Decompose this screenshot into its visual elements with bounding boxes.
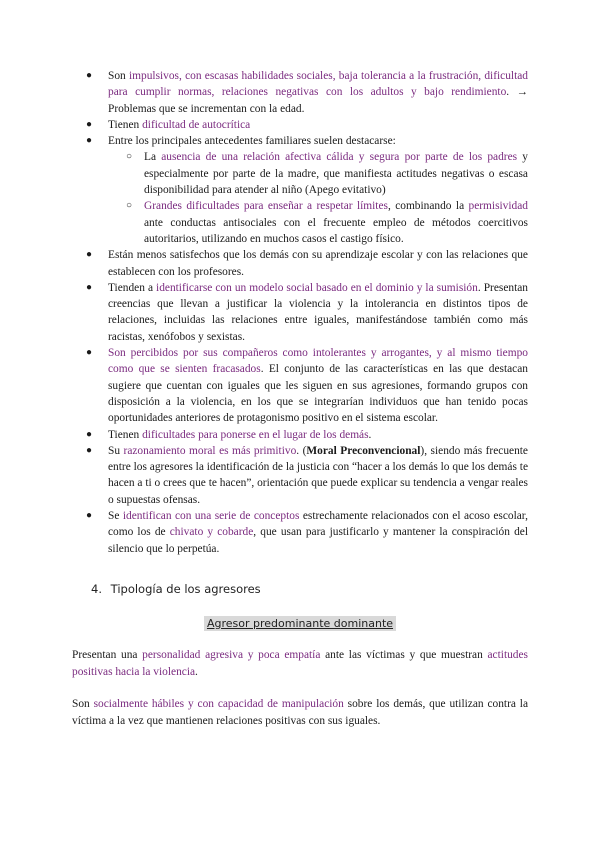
bullet-item <box>78 117 528 133</box>
section-heading <box>91 582 261 596</box>
bullet-icon: ● <box>86 444 93 456</box>
bullet-list <box>78 68 528 557</box>
circle-bullet-icon: ○ <box>126 151 133 163</box>
bullet-item <box>78 247 528 280</box>
bold-text: Moral Preconvencional <box>306 444 421 457</box>
circle-bullet-icon: ○ <box>126 200 133 212</box>
bullet-item <box>78 280 528 345</box>
text-run: Su <box>108 444 124 457</box>
section-number: 4. <box>91 582 102 596</box>
bullet-item <box>78 133 528 247</box>
bullet-icon: ● <box>86 510 93 522</box>
highlighted-text: permisividad <box>468 200 528 213</box>
text-run: ), siendo más frecuente entre los agresores la identificación de la justicia con “hacer a los demás lo que los demás te hacen a ti o crees que te hacen”, orientación que puede explicar su tendencia a vengar reales o supuestas ofensas. <box>108 444 528 506</box>
text-run: Tienen <box>108 428 143 441</box>
sub-item <box>108 149 528 198</box>
text-run: Se <box>108 510 123 523</box>
bullet-item <box>78 345 528 426</box>
paragraph-2 <box>72 696 528 729</box>
text-run: estrechamente relacionados con el acoso escolar, como los de <box>108 510 528 539</box>
subtitle-text: Agresor predominante dominante <box>204 616 396 631</box>
bullet-item <box>78 508 528 557</box>
text-run: . ( <box>296 444 307 457</box>
highlighted-text: dificultades para ponerse en el lugar de los demás <box>142 428 369 441</box>
text-run: ante las víctimas y que muestran <box>320 649 488 661</box>
bullet-item <box>78 427 528 443</box>
text-run: . <box>195 665 198 678</box>
text-run: Están menos satisfechos que los demás con su aprendizaje escolar y con las relaciones que establecen con los profesores. <box>108 249 528 278</box>
text-run: ante conductas antisociales con el frecuente empleo de métodos coercitivos autoritarios, utilizando en muchos casos el castigo físico. <box>144 216 528 245</box>
text-run: , que usan para justificarlo y mantener la conspiración del silencio que lo perpetúa. <box>108 526 528 555</box>
highlighted-text: identifican con una serie de conceptos <box>122 510 300 523</box>
text-run: , combinando la <box>387 200 469 213</box>
highlighted-text: socialmente hábiles y con capacidad de manipulación <box>93 698 344 710</box>
text-run: . <box>368 428 372 441</box>
text-run: La <box>144 151 162 164</box>
subtitle <box>0 614 600 632</box>
text-run: Son <box>72 698 94 710</box>
paragraph-1 <box>72 647 528 680</box>
bullet-item <box>78 443 528 508</box>
text-run: . El conjunto de las características en las que destacan sugiere que cuentan con iguales que les siguen en sus agresiones, formando grupos con disposición a la violencia, en los que se integrarían individuos que han tenido pocas oportunidades anteriores de protagonismo positivo en el sistema escolar. <box>108 363 528 425</box>
text-run: Tienen <box>108 118 143 131</box>
bullet-icon: ● <box>86 347 93 359</box>
text-run: . Presentan creencias que llevan a justificar la violencia y la intolerancia en distintos tipos de relaciones, incluidas las relaciones entre iguales, manifestándose también como más racistas, xenófobos y sexistas. <box>108 281 528 343</box>
sub-item <box>108 198 528 247</box>
bullet-item <box>78 68 528 117</box>
section-title: Tipología de los agresores <box>110 582 261 596</box>
bullet-icon: ● <box>86 118 93 130</box>
bullet-icon: ● <box>86 70 93 81</box>
sub-list <box>108 149 528 247</box>
text-run: Presentan una <box>72 649 143 661</box>
highlighted-text: actitudes positivas hacia la violencia <box>72 649 528 678</box>
highlighted-text: personalidad agresiva y poca empatía <box>142 649 321 661</box>
text-run: Entre los principales antecedentes familiares suelen destacarse: <box>108 135 396 148</box>
text-run: y especialmente por parte de la madre, que manifiesta actitudes negativas o escasa disponibilidad para atender al niño (Apego evitativo) <box>144 151 528 197</box>
highlighted-text: razonamiento moral es más primitivo <box>123 444 297 457</box>
text-run: sobre los demás, que utilizan contra la víctima a la vez que mantienen relaciones positivas con sus iguales. <box>72 698 529 727</box>
highlighted-text: Grandes dificultades para enseñar a respetar límites <box>144 200 388 213</box>
bullet-icon: ● <box>86 428 93 440</box>
highlighted-text: chivato y cobarde <box>169 526 254 539</box>
highlighted-text: ausencia de una relación afectiva cálida y segura por parte de los padres <box>161 151 518 164</box>
text-run: . → Problemas que se incrementan con la edad. <box>108 86 528 115</box>
highlighted-text: impulsivos, con escasas habilidades sociales, baja tolerancia a la frustración, dificultad para cumplir normas, relaciones negativas con los adultos y bajo rendimiento <box>108 70 529 99</box>
bullet-icon: ● <box>86 135 93 147</box>
highlighted-text: Son percibidos por sus compañeros como intolerantes y arrogantes, y al mismo tiempo como que se sienten fracasados <box>108 347 528 376</box>
text-run: Son <box>108 70 129 82</box>
highlighted-text: identificarse con un modelo social basado en el dominio y la sumisión <box>156 281 478 294</box>
bullet-icon: ● <box>86 249 93 261</box>
highlighted-text: dificultad de autocrítica <box>142 118 251 131</box>
bullet-icon: ● <box>86 281 93 293</box>
text-run: Tienden a <box>108 281 157 294</box>
